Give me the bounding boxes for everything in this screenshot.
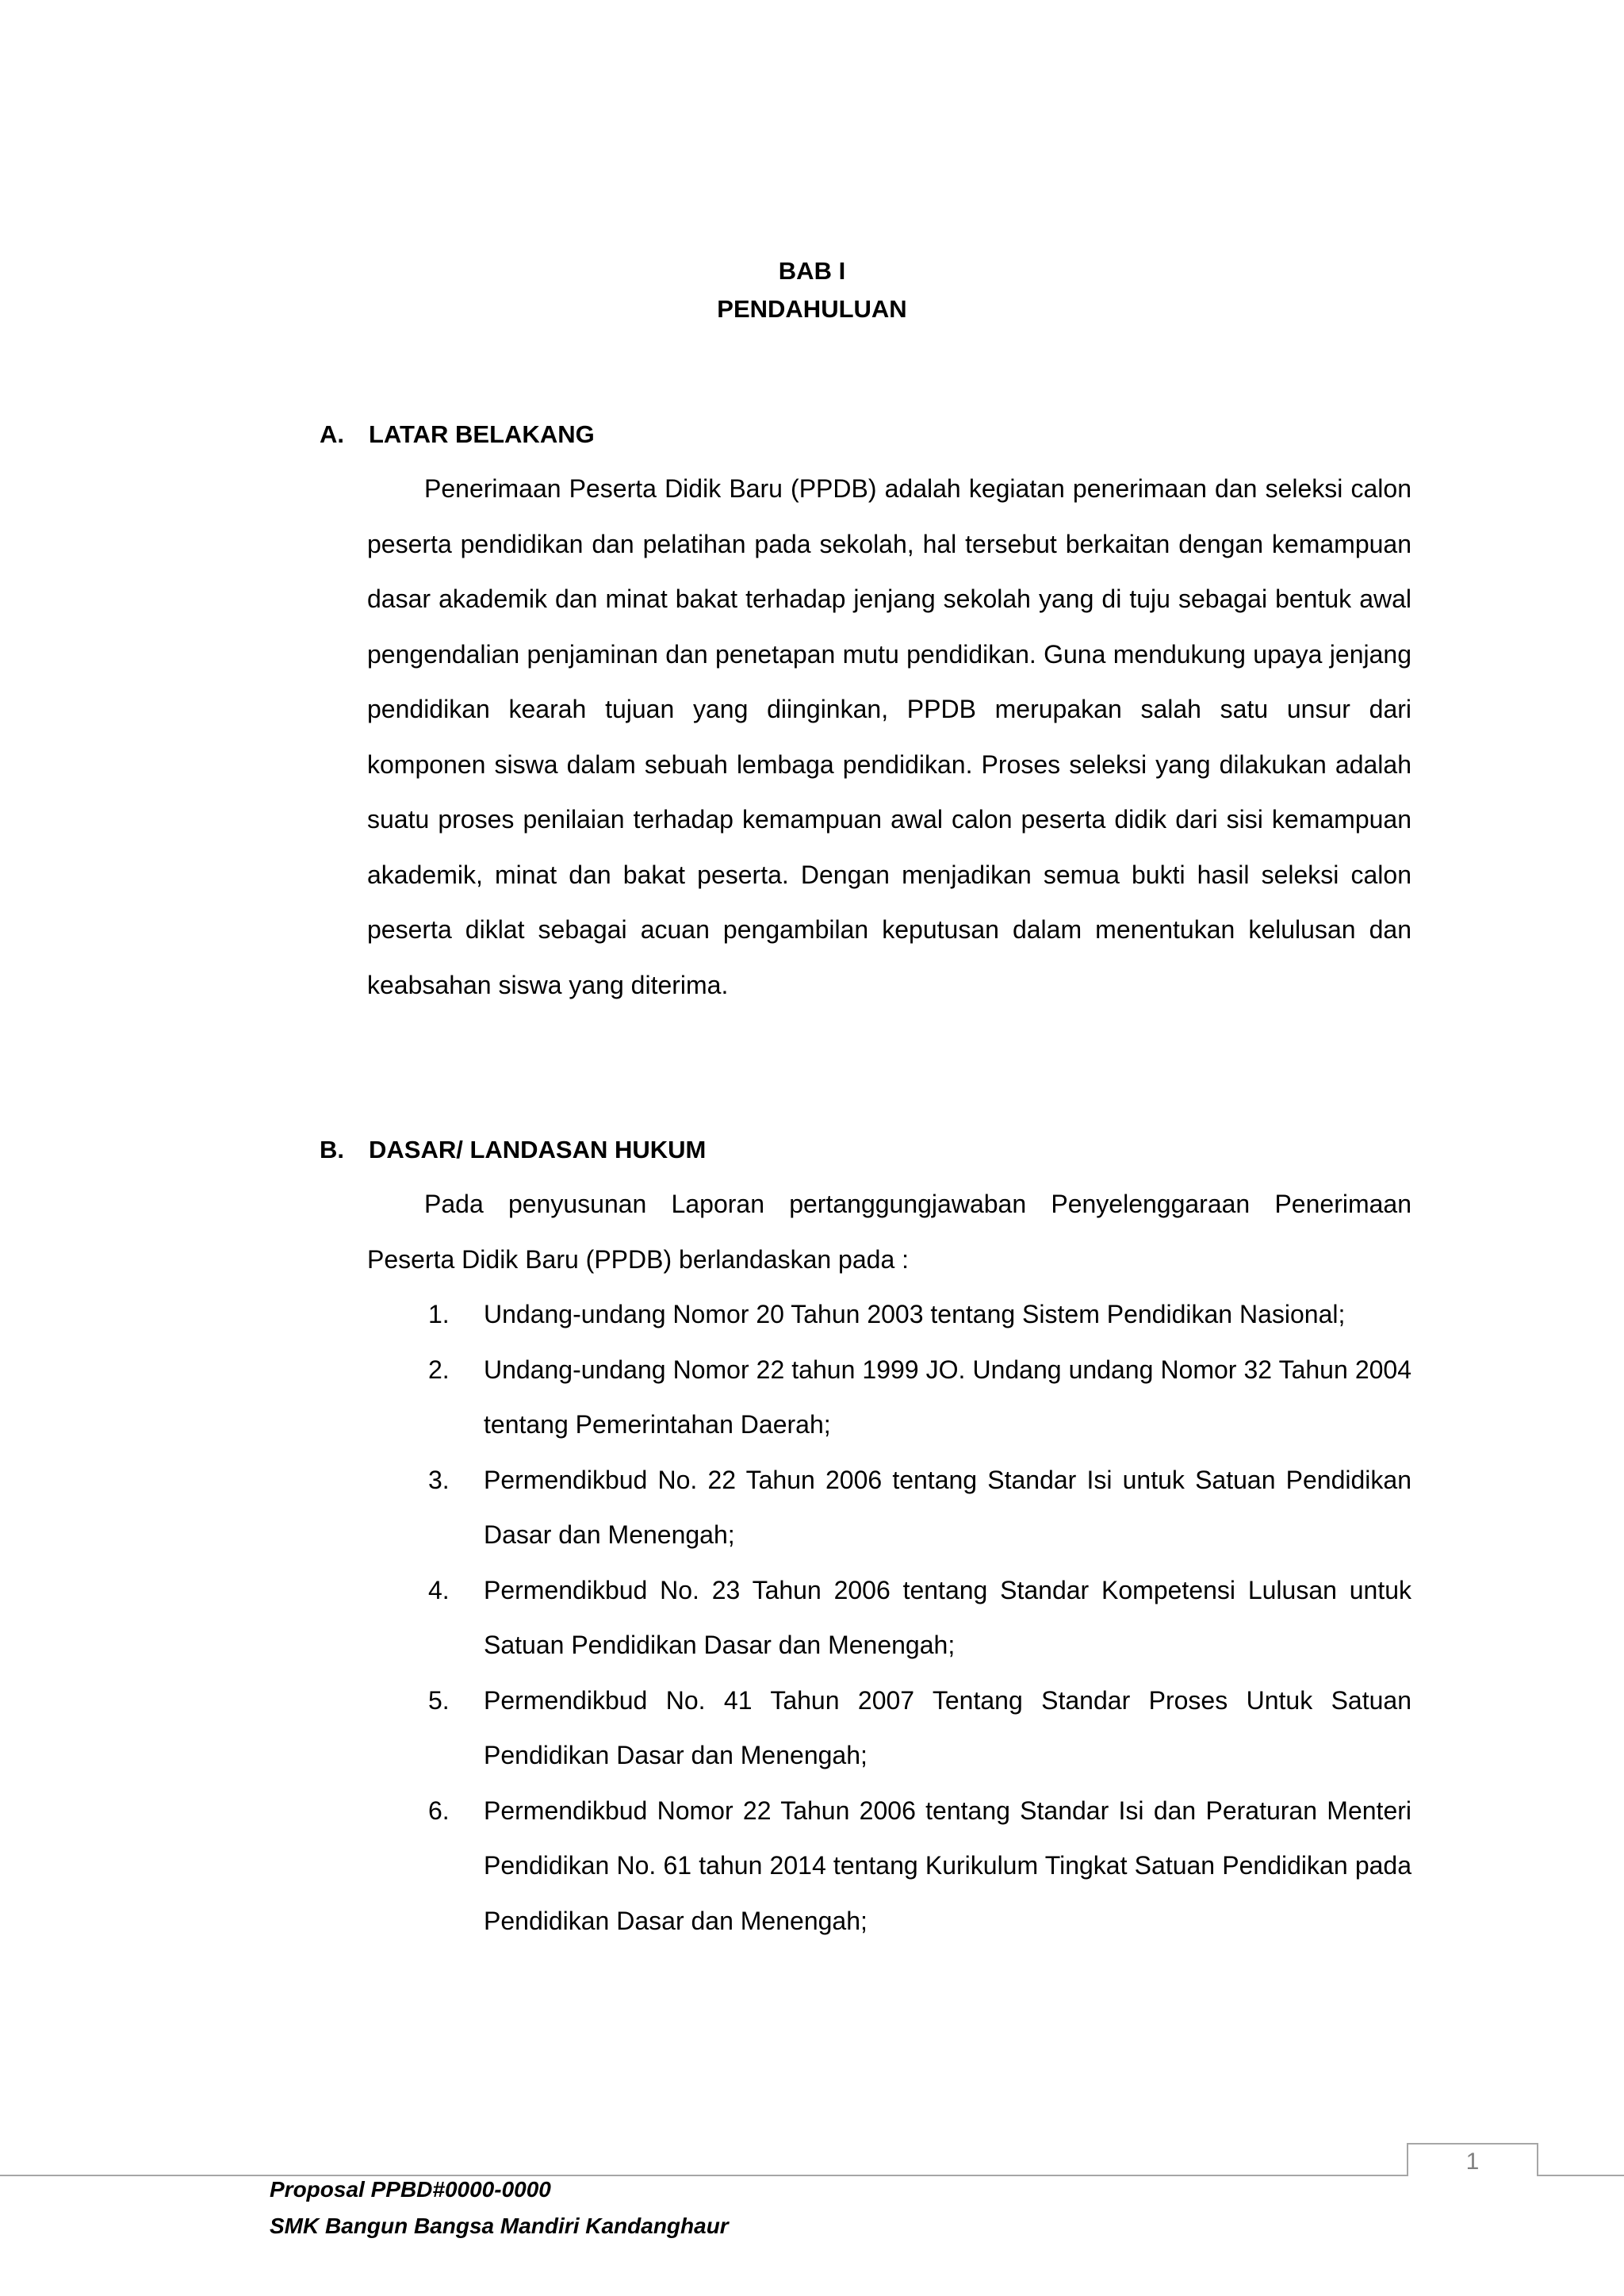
page-number: 1 [1407, 2143, 1538, 2176]
list-item-number: 1. [428, 1300, 450, 1328]
section-a-heading [320, 411, 595, 458]
list-item [428, 1673, 1411, 1784]
list-item-text: Permendikbud No. 23 Tahun 2006 tentang Standar Kompetensi Lulusan untuk Satuan Pendidikan Dasar dan Menengah; [484, 1575, 1411, 1659]
section-a-letter: A. [320, 420, 344, 448]
section-b-letter: B. [320, 1136, 344, 1163]
chapter-title: PENDAHULUAN [717, 295, 907, 323]
chapter-heading [0, 252, 1624, 328]
section-b-heading [320, 1126, 706, 1174]
list-item-text: Undang-undang Nomor 20 Tahun 2003 tentang Sistem Pendidikan Nasional; [484, 1300, 1346, 1328]
section-a-paragraph: Penerimaan Peserta Didik Baru (PPDB) adalah kegiatan penerimaan dan seleksi calon peserta pendidikan dan pelatihan pada sekolah, hal tersebut berkaitan dengan kemampuan dasar akademik dan minat bakat terhadap jenjang sekolah yang di tuju sebagai bentuk awal pengendalian penjaminan dan penetapan mutu pendidikan. Guna mendukung upaya jenjang pendidikan kearah tujuan yang diinginkan, PPDB merupakan salah satu unsur dari komponen siswa dalam sebuah lembaga pendidikan. Proses seleksi yang dilakukan adalah suatu proses penilaian terhadap kemampuan awal calon peserta didik dari sisi kemampuan akademik, minat dan bakat peserta. Dengan menjadikan semua bukti hasil seleksi calon peserta diklat sebagai acuan pengambilan keputusan dalam menentukan kelulusan dan keabsahan siswa yang diterima. [367, 474, 1411, 999]
list-item-text: Permendikbud No. 41 Tahun 2007 Tentang Standar Proses Untuk Satuan Pendidikan Dasar dan Menengah; [484, 1685, 1411, 1769]
list-item-text: Permendikbud Nomor 22 Tahun 2006 tentang Standar Isi dan Peraturan Menteri Pendidikan No. 61 tahun 2014 tentang Kurikulum Tingkat Satuan Pendidikan pada Pendidikan Dasar dan Menengah; [484, 1796, 1411, 1935]
list-item-text: Undang-undang Nomor 22 tahun 1999 JO. Undang undang Nomor 32 Tahun 2004 tentang Pemerintahan Daerah; [484, 1355, 1411, 1439]
footer-school-name: SMK Bangun Bangsa Mandiri Kandanghaur [270, 2214, 729, 2238]
footer-document-id: Proposal PPBD#0000-0000 [270, 2177, 551, 2202]
list-item-number: 2. [428, 1355, 450, 1384]
list-item-text: Permendikbud No. 22 Tahun 2006 tentang Standar Isi untuk Satuan Pendidikan Dasar dan Menengah; [484, 1465, 1411, 1549]
legal-basis-list [428, 1287, 1411, 1949]
footer [270, 2171, 729, 2244]
list-item [428, 1287, 1411, 1343]
list-item [428, 1343, 1411, 1453]
section-b-title: DASAR/ LANDASAN HUKUM [369, 1136, 707, 1163]
list-item [428, 1784, 1411, 1949]
footer-divider [0, 2175, 1624, 2176]
list-item [428, 1563, 1411, 1673]
section-b-intro: Pada penyusunan Laporan pertanggungjawaban Penyelenggaraan Penerimaan Peserta Didik Baru (PPDB) berlandaskan pada : [367, 1190, 1411, 1274]
list-item-number: 5. [428, 1685, 450, 1715]
list-item-number: 3. [428, 1465, 450, 1494]
section-a-title: LATAR BELAKANG [369, 420, 595, 448]
chapter-number: BAB I [778, 257, 846, 285]
list-item [428, 1453, 1411, 1563]
list-item-number: 6. [428, 1796, 450, 1825]
list-item-number: 4. [428, 1575, 450, 1604]
